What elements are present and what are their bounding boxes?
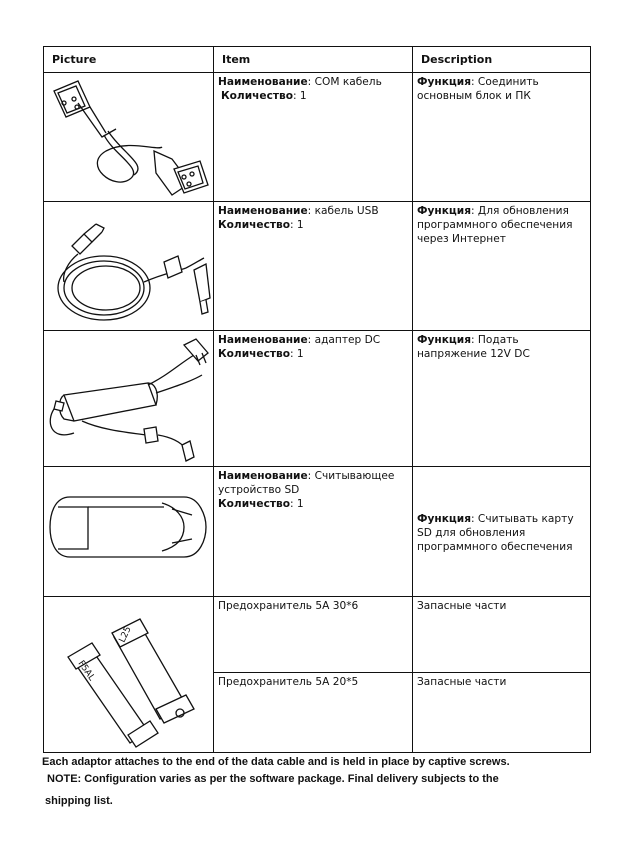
- name-value: : COM кабель: [307, 76, 382, 88]
- quantity-value: : 1: [292, 90, 307, 102]
- item-cell: [214, 73, 413, 202]
- item-quantity: [218, 89, 408, 103]
- function-label: Функция: [417, 334, 471, 346]
- fuse-description: Запасные части: [417, 676, 507, 688]
- header-item: [214, 47, 413, 73]
- table-row: [44, 202, 591, 331]
- item-cell: [214, 202, 413, 331]
- dc-adapter-icon: [44, 331, 213, 466]
- fuse-description: Запасные части: [417, 600, 507, 612]
- table-row: [44, 597, 591, 673]
- name-label: Наименование: [218, 205, 308, 217]
- quantity-label: Количество: [218, 348, 290, 360]
- footer-line-3: shipping list.: [45, 795, 113, 807]
- quantity-label: Количество: [218, 219, 290, 231]
- item-quantity: [218, 347, 408, 361]
- function-label: Функция: [417, 205, 471, 217]
- function-value: : Считывать карту SD для обновления программного обеспечения: [417, 513, 574, 553]
- picture-cell: [44, 202, 214, 331]
- fuse-item: Предохранитель 5A 30*6: [218, 600, 359, 612]
- description-cell: [413, 597, 591, 673]
- table-row: [44, 73, 591, 202]
- footer-line-1: Each adaptor attaches to the end of the data cable and is held in place by captive screws.: [42, 756, 510, 768]
- item-quantity: [218, 497, 408, 511]
- quantity-value: : 1: [289, 348, 304, 360]
- header-item-label: Item: [222, 53, 251, 66]
- item-name: [218, 333, 408, 347]
- description-cell: [413, 467, 591, 597]
- table-header-row: [44, 47, 591, 73]
- description-cell: [413, 73, 591, 202]
- picture-cell: [44, 597, 214, 753]
- quantity-value: : 1: [289, 219, 304, 231]
- function-value: : Подать напряжение 12V DC: [417, 334, 530, 360]
- picture-cell: [44, 331, 214, 467]
- table-row: [44, 467, 591, 597]
- item-cell: [214, 467, 413, 597]
- name-value: : Считывающее устройство SD: [218, 470, 395, 496]
- header-description: Description: [413, 47, 591, 73]
- name-value: : кабель USB: [307, 205, 379, 217]
- item-name: [218, 204, 408, 218]
- item-quantity: [218, 218, 408, 232]
- name-value: : адаптер DC: [307, 334, 381, 346]
- function-label: Функция: [417, 76, 471, 88]
- usb-cable-icon: [44, 202, 213, 330]
- item-cell: [214, 331, 413, 467]
- quantity-label: Количество: [218, 498, 290, 510]
- description-cell: [413, 331, 591, 467]
- fuse-label-left: F5AL: [75, 658, 97, 683]
- com-cable-icon: [44, 73, 213, 201]
- function-value: : Соединить основным блок и ПК: [417, 76, 539, 102]
- fuse-label-right: L25: [117, 625, 134, 645]
- function-label: Функция: [417, 513, 471, 525]
- item-cell: [214, 597, 413, 673]
- footer-note: NOTE: Configuration varies as per the software package. Final delivery subjects to the: [47, 773, 499, 785]
- item-name: [218, 469, 408, 497]
- item-cell: [214, 673, 413, 753]
- fuse-item: Предохранитель 5A 20*5: [218, 676, 359, 688]
- sd-card-reader-icon: [44, 467, 213, 596]
- description-cell: [413, 673, 591, 753]
- function-value: : Для обновления программного обеспечения через Интернет: [417, 205, 573, 245]
- item-name: [218, 75, 408, 89]
- picture-cell: [44, 73, 214, 202]
- name-label: Наименование: [218, 470, 308, 482]
- fuses-icon: [44, 597, 213, 751]
- table-row: [44, 331, 591, 467]
- quantity-label: Количество: [221, 90, 293, 102]
- accessories-table: [43, 46, 591, 753]
- name-label: Наименование: [218, 334, 308, 346]
- description-cell: [413, 202, 591, 331]
- name-label: Наименование: [218, 76, 308, 88]
- picture-cell: [44, 467, 214, 597]
- header-picture: Picture: [44, 47, 214, 73]
- quantity-value: : 1: [289, 498, 304, 510]
